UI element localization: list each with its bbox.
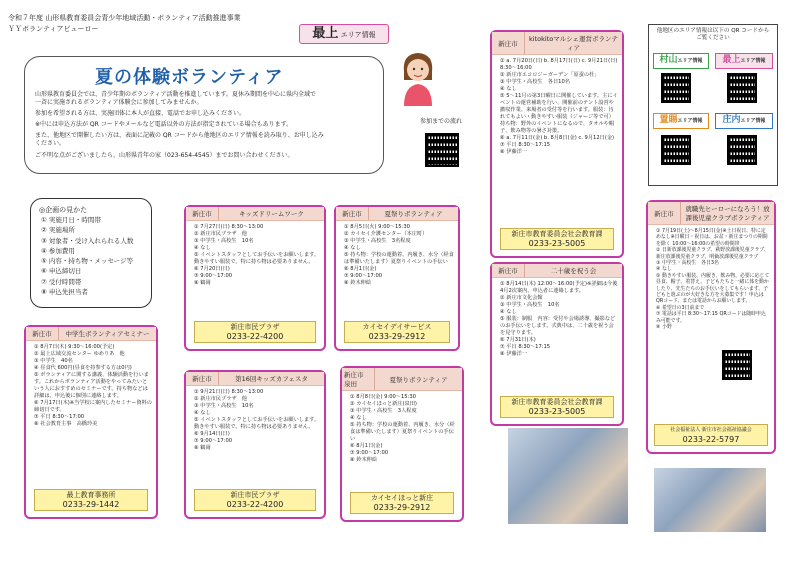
card-detail-item: ⑦ 電話は平日 8:30～17:15 QRコードは随時申込み可能です。 — [656, 311, 766, 324]
card-title: 中学生ボランティアセミナー — [65, 330, 150, 338]
intro-callout — [24, 56, 384, 174]
header-line-2: ＹＹボランティアビューロー — [8, 25, 99, 33]
area-tag-suffix: エリア情報 — [340, 31, 376, 39]
card-detail-item: ⑦ 平日 8:30～17:15 — [500, 344, 551, 350]
card-title: 夏祭りボランティア — [384, 210, 443, 218]
volunteer-photo-1 — [508, 428, 628, 524]
guide-item: ⑥ 申込締切日 — [41, 267, 82, 276]
qr-mogami[interactable] — [727, 73, 757, 103]
card-city: 新庄市 — [492, 32, 525, 54]
volunteer-photo-2 — [654, 468, 766, 532]
card-detail-item: ② 新庄市民プラザ 他 — [194, 396, 247, 402]
contact-tel[interactable]: 0233-29-1442 — [62, 500, 120, 509]
card-details — [648, 225, 774, 331]
card-detail-item: ⑥ 9月14日(日) — [194, 431, 230, 437]
guide-item: ② 実施場所 — [41, 226, 75, 235]
card-detail-item: ⑦ 9:00～17:00 — [344, 273, 383, 279]
card-detail-item: ① 8月14日(木) 12:00～16:00(予定)※詳細は今後4月2次案内、申込者に連絡します。 — [500, 281, 618, 294]
card-detail-item: ① a. 7月20日(日) b. 8月17日(日) c. 9月21日(日) 8:30～16:00 — [500, 58, 618, 71]
intro-line: 山形県教育委員会では、青少年期のボランティア活動を推進しています。夏休み期間を中心に県内全域で — [35, 91, 317, 98]
card-detail-item: ② カイセイほっと新庄(泉田) — [350, 401, 417, 407]
intro-text — [35, 91, 375, 160]
card-contact — [344, 321, 450, 343]
event-card — [184, 370, 326, 519]
guide-box — [30, 198, 152, 308]
guide-title: ◎企画の見かた — [39, 206, 88, 214]
card-detail-item: ⑤ 5～11月の第3日曜日に開催しています。主にイベントの運営補助を行い、開催前のテント設営や撤収作業、来場者の受付等を行います。服装：汚れてもよい・動きやすい服装（ジャージ等で可）持ち物：野外のイベントになるので、タオルや帽子、飲み物等の暑さ対策。 — [500, 93, 618, 134]
card-title: 二十歳を祝う会 — [550, 267, 597, 275]
card-detail-item: ④ なし — [344, 245, 361, 251]
card-detail-item: ⑧ 鶴岡 — [194, 280, 211, 286]
area-tag — [299, 24, 389, 44]
card-contact — [194, 489, 316, 511]
contact-tel[interactable]: 0233-29-2912 — [368, 332, 426, 341]
card-detail-item: ⑥ 7月31日(木) — [500, 337, 536, 343]
card-detail-item: ⑦ 9:00～17:00 — [350, 450, 389, 456]
card-detail-item: ⑧ 鶴岡 — [194, 445, 211, 451]
card-details — [26, 341, 156, 428]
card-detail-item: ③ 中学生・高校生 3人程度 — [350, 408, 417, 414]
contact-org: カイセイデイサービス — [362, 323, 432, 331]
card-contact — [500, 228, 614, 250]
card-contact — [500, 396, 614, 418]
card-detail-item: ⑤ イベントスタッフとしてお手伝いをお願いします。動きやすい服装で。特に持ち物は必要ありません。 — [194, 417, 320, 430]
intro-line: ※中には申込方法が QR コードやメールなど電話以外の方法が指定されている場合もあります。 — [35, 121, 293, 128]
card-city: 新庄市 — [336, 207, 369, 220]
intro-line: ください。 — [35, 140, 66, 147]
flow-label: 参加までの流れ — [420, 118, 463, 125]
card-detail-item: ① 9月21日(日) 8:30～13:00 — [194, 389, 264, 395]
card-detail-item: ⑥ 7月20日(日) — [194, 266, 230, 272]
card-city: 新庄市 泉田 — [342, 368, 375, 390]
card-detail-item: ③ 中学生 40名 — [34, 358, 73, 364]
card-detail-item: ⑧ 社会教育主事 高橋玲美 — [34, 421, 98, 427]
card-title: 第16回キッズカフェスタ — [235, 375, 308, 383]
card-detail-item: ⑤ 服装：制服 内容：受付や会場誘導、撮影などのお手伝いをします。式典中は、二十歳を祝う会を見守ります。 — [500, 316, 616, 336]
intro-line: 参加を希望される方は、実施団体に本人が直接、電話でお申し込みください。 — [35, 110, 246, 117]
guide-item: ⑦ 受付時間帯 — [41, 277, 82, 286]
card-detail-item: ① 8月5日(火) 9:00～15:30 — [344, 224, 410, 230]
guide-item: ① 実施月日・時間帯 — [41, 216, 101, 224]
intro-line: 一斉に実施されるボランティア体験会に参加してみませんか。 — [35, 99, 203, 106]
event-card — [340, 366, 464, 522]
card-detail-item: ⑤ イベントスタッフとしてお手伝いをお願いします。動きやすい服装で。特に持ち物は必要ありません。 — [194, 252, 320, 265]
contact-org: 新庄市民プラザ — [230, 323, 280, 331]
contact-org: 新庄市教育委員会社会教育課 — [511, 398, 603, 406]
card-detail-item: ④ なし — [194, 410, 211, 416]
contact-tel[interactable]: 0233-22-4200 — [226, 500, 284, 509]
region-shonai: 庄内エリア情報 — [715, 113, 773, 129]
card-contact — [34, 489, 148, 511]
card-detail-item: ⑧ 鈴木伸絵 — [350, 457, 378, 463]
card-title: キッズドリームワーク — [239, 210, 304, 218]
card-detail-item: ① 7月27日(日) 8:30～13:00 — [194, 224, 264, 230]
card-title: 就職先ヒーローになろう！放課後児童クラブボランティア — [685, 205, 770, 222]
card-detail-item: ⑤ 持ち物：学校の運動着、内履き、水分（経食は準備いたします）夏祭りイベントの手伝い — [350, 422, 455, 442]
area-tag-name: 最上 — [312, 26, 339, 41]
card-detail-item: ① 8月7日(木) 9:30～16:00(予定) — [34, 344, 115, 350]
region-okitama: 置賜エリア情報 — [653, 113, 709, 129]
card-detail-item: ⑥ 7月17日(木)※当学校に案内したセミナー資料の締切日です。 — [34, 400, 152, 413]
card-detail-item: ⑧ 鈴木伸絵 — [344, 280, 372, 286]
contact-org: 社会福祉法人 新庄市社会福祉協議会 — [670, 427, 752, 433]
card-detail-item: ⑦ 9:00～17:00 — [194, 273, 233, 279]
card-title: kitokitoマルシェ運営ボランティア — [529, 35, 618, 52]
card-detail-item: ② 新庄市エコロジーガーデン「原蚕の杜」 — [500, 72, 600, 78]
other-areas-title: 他地区のエリア情報は以下の QR コードからご覧ください — [656, 28, 770, 41]
guide-item: ⑧ 申込先担当者 — [41, 288, 88, 297]
card-detail-item: ⑥ a. 7月11日(金) b. 8月8日(金) c. 9月12日(金) — [500, 135, 615, 141]
flow-qr-code[interactable] — [425, 133, 459, 167]
card-details — [492, 278, 622, 358]
contact-org: 最上教育事務所 — [66, 491, 116, 499]
card-detail-item: ④ なし — [500, 86, 517, 92]
card-detail-item: ⑦ 9:00～17:00 — [194, 438, 233, 444]
contact-tel[interactable]: 0233-29-2912 — [373, 503, 431, 512]
card-detail-item: ⑤ ボランティアに関する講義、体験活動を行います。これからボランティア活動をやってみたいという人におすすめのセミナーです。持ち物などは詳細は、申込後に個別に連絡します。 — [34, 372, 149, 399]
contact-tel[interactable]: 0233-22-5797 — [682, 435, 740, 444]
card-details — [342, 391, 462, 464]
card-detail-item: ④ 昼食代 600円(昼食を持参する方は0円) — [34, 365, 132, 371]
contact-tel[interactable]: 0233-22-4200 — [226, 332, 284, 341]
card-contact — [350, 492, 454, 514]
event-card — [184, 205, 326, 351]
guide-item: ⑤ 内容・持ち物・メッセージ等 — [41, 257, 134, 266]
contact-org: カイセイほっと新庄 — [370, 494, 434, 502]
intro-line: ご不明な点がございましたら、山形県青年の家（023-654-4545）までお問い合わせください。 — [35, 152, 294, 159]
other-areas-box — [648, 24, 778, 186]
card-detail-item: ⑧ 小野 — [656, 324, 672, 331]
guide-item: ③ 対象者・受け入れられる人数 — [41, 236, 134, 245]
card-detail-item: ⑦ 平日 8:30～17:15 — [500, 142, 551, 148]
card-details — [186, 386, 324, 452]
card-detail-item: ① 7月19日(土)～8月15日(金)※土日祝日、特に定めなし※日曜日・祝日は、お盆・新庄まつりの期間を除く 10:00～16:00の希望の時間帯 — [656, 228, 768, 247]
card-title: 夏祭りボランティア — [389, 375, 448, 384]
event-card — [490, 30, 624, 258]
card-detail-item: ④ なし — [500, 309, 517, 315]
card-detail-item: ④ なし — [350, 415, 367, 421]
mascot-illustration — [398, 50, 438, 108]
card-detail-item: ⑧ 伊藤洋一 — [500, 351, 528, 357]
afterschool-qr-code[interactable] — [722, 350, 752, 380]
card-detail-item: ③ 中学生・高校生 10名 — [500, 302, 560, 308]
card-detail-item: ⑥ 希望日の3日前まで — [656, 304, 705, 311]
card-city: 新庄市 — [186, 372, 219, 385]
card-detail-item: ② 新庄市文化会館 — [500, 295, 543, 301]
card-detail-item: ② 日新放課後児童クラブ、萩野放課後児童クラブ、新庄放課後児童クラブ、明倫放課後児童クラブ — [656, 247, 769, 260]
card-city: 新庄市 — [492, 264, 525, 277]
card-details — [336, 221, 458, 287]
card-detail-item: ② 最上広域交流センター ゆめりあ 他 — [34, 351, 125, 357]
contact-org: 新庄市民プラザ — [230, 491, 280, 499]
card-detail-item: ⑥ 8月1日(金) — [350, 443, 383, 449]
card-detail-item: ③ 中学生・高校生 各日10名 — [500, 79, 570, 85]
header-line-1: 令和７年度 山形県教育委員会青少年地域活動・ボランティア活動推進事業 — [8, 14, 241, 22]
card-detail-item: ③ 中学生・高校生 3名程度 — [344, 238, 411, 244]
event-card — [334, 205, 460, 351]
card-detail-item: ② 新庄市民プラザ 他 — [194, 231, 247, 237]
event-card — [490, 262, 624, 426]
card-detail-item: ② カイセイ介護センター（本庄町） — [344, 231, 428, 237]
card-detail-item: ⑥ 8月1日(金) — [344, 266, 377, 272]
card-details — [492, 55, 622, 156]
card-detail-item: ③ 中学生・高校生 10名 — [194, 403, 254, 409]
card-contact — [654, 424, 768, 446]
card-detail-item: ⑤ 持ち物：学校の運動着、内履き、水分（経食は準備いたします）夏祭りイベントの手伝い — [344, 252, 454, 265]
contact-tel[interactable]: 0233-23-5005 — [528, 239, 586, 248]
card-details — [186, 221, 324, 287]
card-detail-item: ⑧ 伊藤洋一 — [500, 149, 528, 155]
card-city: 新庄市 — [186, 207, 219, 220]
region-murayama: 村山エリア情報 — [653, 53, 709, 69]
card-detail-item: ① 8月8日(金) 9:00～15:30 — [350, 394, 416, 400]
intro-line: また、他地区で開催したい方は、表面に記載の QR コードから他地区のエリア情報を読み取り、お申し込み — [35, 132, 324, 139]
card-detail-item: ③ 中学生・高校生 10名 — [194, 238, 254, 244]
card-detail-item: ⑤ 動きやすい服装、内履き、飲み物。必要に応じて昼食、帽子、着替え。子どもたちと一緒に体を動かしたり、先生たちのお手伝いをしてもらいます。子どもと遊ぶのが大好きな方を大募集です！申込はQRコード、または電話からお願いします。 — [656, 272, 770, 305]
qr-shonai[interactable] — [727, 135, 757, 165]
card-detail-item: ④ なし — [194, 245, 211, 251]
contact-tel[interactable]: 0233-23-5005 — [528, 407, 586, 416]
card-detail-item: ④ なし — [656, 266, 672, 273]
qr-murayama[interactable] — [661, 73, 691, 103]
card-city: 新庄市 — [648, 202, 681, 224]
guide-item: ④ 参加費用 — [41, 246, 75, 255]
card-detail-item: ⑦ 平日 8:30～17:00 — [34, 414, 85, 420]
main-title: 夏の体験ボランティア — [95, 67, 284, 88]
card-contact — [194, 321, 316, 343]
contact-org: 新庄市教育委員会社会教育課 — [511, 230, 603, 238]
card-city: 新庄市 — [26, 327, 59, 340]
event-card — [646, 200, 776, 454]
qr-okitama[interactable] — [661, 135, 691, 165]
event-card — [24, 325, 158, 519]
card-detail-item: ③ 中学生・高校生 各日3名 — [656, 260, 719, 267]
region-mogami: 最上エリア情報 — [715, 53, 773, 69]
